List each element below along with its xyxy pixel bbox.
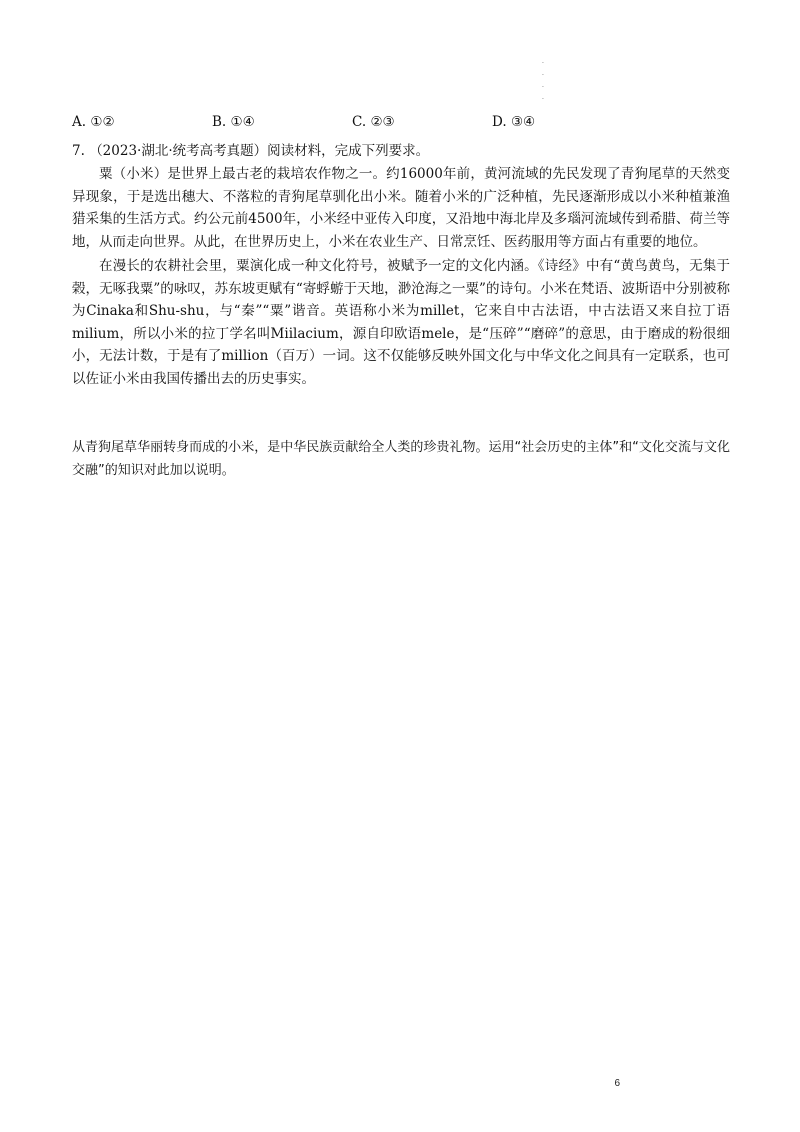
header-marks: . . . .	[542, 58, 544, 101]
question-number: 7.	[72, 143, 85, 159]
question-heading	[72, 139, 732, 159]
answer-options	[72, 114, 732, 134]
option-value: ③④	[510, 114, 536, 130]
option-d	[492, 114, 535, 130]
material-paragraph-2: 在漫长的农耕社会里，粟演化成一种文化符号，被赋予一定的文化内涵。《诗经》中有“黄鸟黄鸟，无集于榖，无啄我粟”的咏叹，苏东坡更赋有“寄蜉蝣于天地，渺沧海之一粟”的诗句。小米在梵语、波斯语中分别被称为Cinaka和Shu-shu，与“秦”“粟”谐音。英语称小米为millet，它来自中古法语，中古法语又来自拉丁语milium，所以小米的拉丁学名叫Miilacium，源自印欧语mele，是“压碎”“磨碎”的意思，由于磨成的粉很细小，无法计数，于是有了million（百万）一词。这不仅能够反映外国文化与中华文化之间具有一定联系，也可以佐证小米由我国传播出去的历史事实。	[72, 258, 730, 387]
option-c	[352, 114, 395, 130]
option-letter: C.	[352, 114, 367, 130]
option-b	[212, 114, 255, 130]
option-a	[72, 114, 115, 130]
question-requirement: 从青狗尾草华丽转身而成的小米，是中华民族贡献给全人类的珍贵礼物。运用“社会历史的主体”和“文化交流与文化交融”的知识对此加以说明。	[72, 440, 730, 478]
option-value: ②③	[370, 114, 395, 130]
question-prompt: 阅读材料，完成下列要求。	[267, 143, 430, 159]
option-value: ①②	[90, 114, 115, 130]
material-paragraph-1: 粟（小米）是世界上最古老的栽培农作物之一。约16000年前，黄河流域的先民发现了青狗尾草的天然变异现象，于是选出穗大、不落粒的青狗尾草驯化出小米。随着小米的广泛种植，先民逐渐形成以小米种植兼渔猎采集的生活方式。约公元前4500年，小米经中亚传入印度，又沿地中海北岸及多瑙河流域传到希腊、荷兰等地，从而走向世界。从此，在世界历史上，小米在农业生产、日常烹饪、医药服用等方面占有重要的地位。	[72, 166, 730, 250]
option-letter: A.	[72, 114, 87, 130]
page-number: 6	[614, 1078, 620, 1089]
option-value: ①④	[230, 114, 255, 130]
reading-material	[72, 163, 730, 392]
option-letter: D.	[492, 114, 507, 130]
option-letter: B.	[212, 114, 227, 130]
question-source: （2023·湖北·统考高考真题）	[89, 143, 268, 159]
